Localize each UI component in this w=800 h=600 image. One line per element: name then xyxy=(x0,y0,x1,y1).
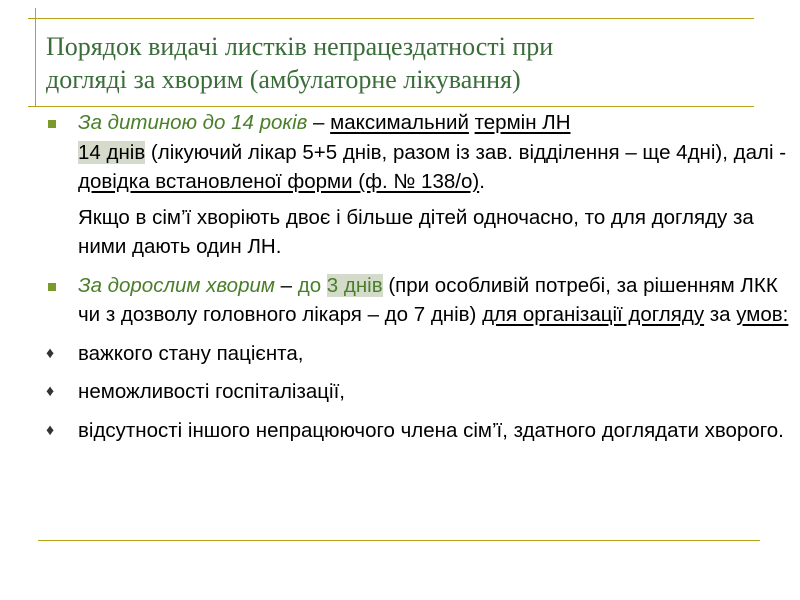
organization-phrase: для організації догляду xyxy=(482,303,705,326)
adult-phrase: За дорослим хворим xyxy=(78,273,275,297)
diamond-bullet-icon: ♦ xyxy=(46,383,55,400)
max-phrase: максимальний xyxy=(330,111,469,134)
days-highlight-14: 14 днів xyxy=(78,140,146,164)
list-item-text: важкого стану пацієнта, xyxy=(78,341,304,365)
slide-title xyxy=(46,30,766,96)
square-bullet-icon xyxy=(48,120,56,128)
bottom-rule xyxy=(38,540,760,541)
period-text: . xyxy=(479,170,485,193)
up-to-text: до xyxy=(297,273,327,297)
diamond-bullet-icon: ♦ xyxy=(46,344,55,362)
decorative-top-rule xyxy=(28,18,754,19)
term-phrase: термін ЛН xyxy=(474,111,571,134)
multiple-children-text: Якщо в сім’ї хворіють двоє і більше дітей одночасно, то для догляду за ними дають один ЛН. xyxy=(78,205,754,258)
paragraph-child-care xyxy=(46,108,792,197)
days-highlight-3: 3 днів xyxy=(326,273,383,297)
dash-text: – xyxy=(307,111,331,134)
title-line-1: Порядок видачі листків непрацездатності при xyxy=(46,32,554,61)
child-age-phrase: За дитиною до 14 років xyxy=(78,111,308,134)
title-separator-rule xyxy=(28,106,754,107)
conditions-prefix-text: за xyxy=(704,303,737,326)
list-item-text: неможливості госпіталізації, xyxy=(78,380,345,403)
decorative-vertical-rule xyxy=(35,8,36,106)
list-item xyxy=(46,377,792,407)
doctor-details-text: (лікуючий лікар 5+5 днів, разом із зав. відділення – ще 4дні), далі - xyxy=(145,140,787,164)
paragraph-adult-care xyxy=(46,271,792,330)
slide-body xyxy=(46,108,792,454)
certificate-phrase: довідка встановленої форми (ф. № 138/о) xyxy=(78,170,480,193)
conditions-phrase: умов: xyxy=(736,303,789,326)
list-item xyxy=(46,339,792,369)
paragraph-multiple-children xyxy=(46,203,792,262)
list-item-text: відсутності іншого непрацюючого члена сім’ї, здатного доглядати хворого. xyxy=(78,418,784,442)
diamond-bullet-icon: ♦ xyxy=(46,421,55,439)
list-item xyxy=(46,416,792,446)
title-line-2: догляді за хворим (амбулаторне лікування) xyxy=(46,65,521,94)
dash-text: – xyxy=(274,273,298,297)
special-need-text: (при особливій потребі, за рішенням ЛКК чи з дозволу головного лікаря – до 7 днів) xyxy=(78,273,778,326)
square-bullet-icon xyxy=(48,283,56,291)
